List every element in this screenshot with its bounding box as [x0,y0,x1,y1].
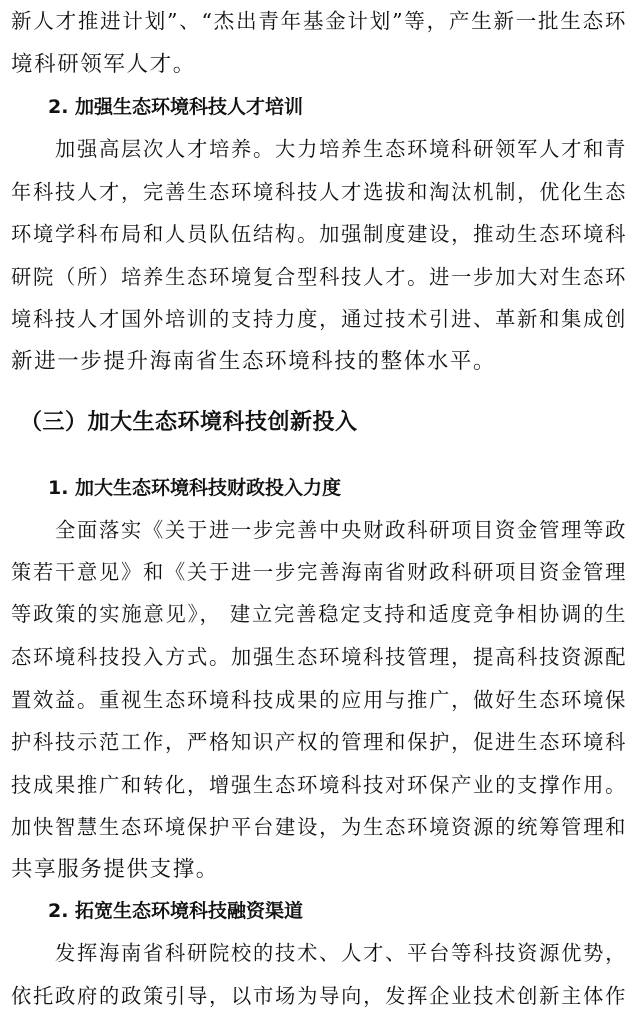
paragraph-line: 加快智慧生态环境保护平台建设，为生态环境资源的统筹管理和 [11,815,627,839]
paragraph-line: 境科研领军人才。 [11,52,196,77]
paragraph-line: 技成果推广和转化，增强生态环境科技对环保产业的支撑作用。 [11,773,627,797]
paragraph-line: 共享服务提供支撑。 [11,857,219,882]
paragraph-line: 境科技人才国外培训的支持力度，通过技术引进、革新和集成创 [11,307,627,331]
section-heading: 2. 拓宽生态环境科技融资渠道 [48,900,304,922]
paragraph-line: 研院（所）培养生态环境复合型科技人才。进一步加大对生态环 [11,265,627,289]
paragraph-line: 加强高层次人才培养。大力培养生态环境科研领军人才和青 [55,137,627,161]
paragraph-line: 护科技示范工作，严格知识产权的管理和保护，促进生态环境科 [11,730,627,754]
paragraph-line: 全面落实《关于进一步完善中央财政科研项目资金管理等政 [55,518,627,542]
paragraph-line: 新人才推进计划”、“杰出青年基金计划”等，产生新一批生态环 [11,9,627,33]
paragraph-line: 策若干意见》和《关于进一步完善海南省财政科研项目资金管理 [11,560,627,584]
paragraph-line: 等政策的实施意见》， 建立完善稳定支持和适度竞争相协调的生 [11,602,627,626]
paragraph-line: 发挥海南省科研院校的技术、人才、平台等科技资源优势， [55,941,627,965]
paragraph-line: 新进一步提升海南省生态环境科技的整体水平。 [11,349,497,374]
paragraph-line: 环境学科布局和人员队伍结构。加强制度建设，推动生态环境科 [11,222,627,246]
paragraph-line: 年科技人才，完善生态环境科技人才选拔和淘汰机制，优化生态 [11,180,627,204]
section-heading: 2. 加强生态环境科技人才培训 [48,96,304,118]
paragraph-line: 置效益。重视生态环境科技成果的应用与推广，做好生态环境保 [11,688,627,712]
paragraph-line: 依托政府的政策引导，以市场为导向，发挥企业技术创新主体作 [11,984,627,1008]
paragraph-line: 态环境科技投入方式。加强生态环境科技管理，提高科技资源配 [11,645,627,669]
section-heading: 1. 加大生态环境科技财政投入力度 [48,477,342,499]
part-heading: （三）加大生态环境科技创新投入 [20,410,358,435]
